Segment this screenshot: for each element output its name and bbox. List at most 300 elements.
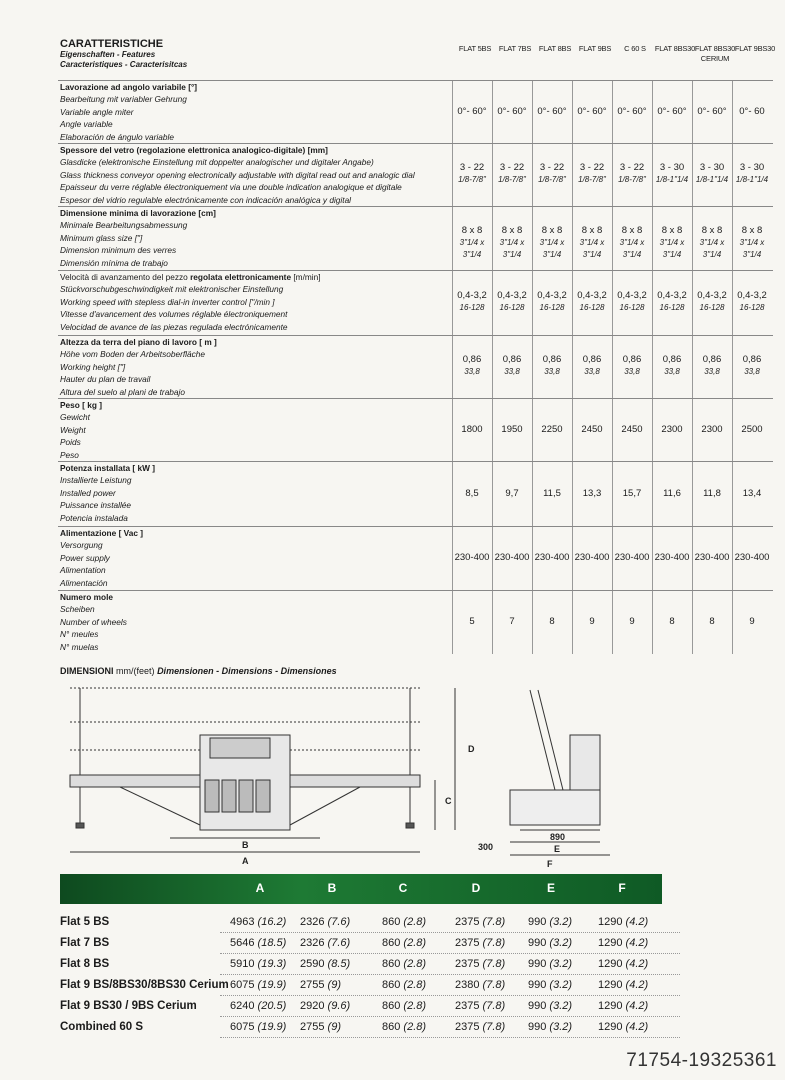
spec-label bbox=[60, 207, 216, 269]
spec-value-main: 8 x 8 bbox=[581, 225, 603, 236]
dim-cell bbox=[300, 937, 350, 949]
spec-row bbox=[58, 80, 773, 144]
dim-column-header: F bbox=[618, 881, 626, 895]
spec-value bbox=[652, 106, 692, 118]
dim-feet: (7.8) bbox=[482, 1000, 506, 1012]
model-header: FLAT 8BS30 bbox=[654, 44, 696, 53]
dim-feet: (4.2) bbox=[625, 1000, 649, 1012]
dim-feet: (3.2) bbox=[549, 958, 573, 970]
spec-value bbox=[732, 424, 772, 436]
spec-value-imperial: 16-128 bbox=[539, 302, 565, 312]
spec-value bbox=[652, 225, 692, 261]
dim-feet: (7.6) bbox=[327, 937, 351, 949]
model-header: FLAT 8BS bbox=[538, 44, 572, 53]
dim-model-name: Flat 7 BS bbox=[60, 937, 110, 949]
dim-mm: 6240 bbox=[230, 1000, 255, 1012]
spec-value-imperial: 16-128 bbox=[499, 302, 525, 312]
dim-mm: 860 bbox=[382, 916, 401, 928]
spec-value-main: 0°- 60° bbox=[457, 105, 487, 117]
spec-value bbox=[732, 290, 772, 314]
spec-title: CARATTERISTICHE bbox=[60, 38, 164, 50]
spec-header bbox=[60, 38, 460, 70]
spec-value bbox=[612, 162, 652, 186]
dim-label-f: F bbox=[547, 859, 553, 869]
spec-value bbox=[612, 354, 652, 378]
spec-value-main: 8 bbox=[709, 615, 715, 627]
dim-mm: 2375 bbox=[455, 1021, 480, 1033]
dimensions-title bbox=[60, 666, 337, 676]
spec-translation: Dimension minimum des verres bbox=[60, 245, 177, 256]
spec-value-imperial: 33,8 bbox=[504, 366, 520, 376]
spec-translation: Minimale Bearbeitungsabmessung bbox=[60, 220, 188, 231]
dim-feet: (4.2) bbox=[625, 958, 649, 970]
spec-title: Lavorazione ad angolo variabile bbox=[60, 82, 186, 92]
dim-cell bbox=[598, 1021, 648, 1033]
spec-translation: Minimum glass size ["] bbox=[60, 232, 143, 243]
spec-value bbox=[572, 162, 612, 186]
spec-unit: regolata elettronicamente bbox=[190, 272, 292, 282]
spec-value-main: 8 bbox=[669, 615, 675, 627]
dim-mm: 4963 bbox=[230, 916, 255, 928]
spec-value-main: 3 - 22 bbox=[579, 161, 605, 173]
spec-value bbox=[652, 552, 692, 564]
dim-table-row bbox=[60, 955, 680, 975]
spec-label bbox=[60, 144, 415, 206]
spec-translation: Working height ["] bbox=[60, 361, 126, 372]
spec-value bbox=[692, 162, 732, 186]
dim-cell bbox=[455, 1000, 505, 1012]
spec-value-main: 230-400 bbox=[694, 552, 730, 563]
dim-label-b: B bbox=[242, 840, 249, 850]
spec-row bbox=[58, 143, 773, 207]
dim-cell bbox=[230, 958, 286, 970]
spec-value bbox=[492, 106, 532, 118]
spec-value-main: 13,4 bbox=[742, 487, 762, 499]
spec-value bbox=[732, 488, 772, 500]
spec-value-imperial: 16-128 bbox=[579, 302, 605, 312]
spec-value bbox=[492, 424, 532, 436]
dim-column-header: A bbox=[255, 881, 265, 895]
dim-mm: 2375 bbox=[455, 937, 480, 949]
spec-value-imperial: 1/8-7/8" bbox=[538, 174, 566, 184]
dim-cell bbox=[598, 937, 648, 949]
spec-value-imperial: 3"1/4 x 3"1/4 bbox=[619, 238, 645, 259]
dim-feet: (7.6) bbox=[327, 916, 351, 928]
dim-cell bbox=[528, 1000, 572, 1012]
dim-cell bbox=[230, 1000, 286, 1012]
spec-value-main: 0,86 bbox=[702, 353, 722, 365]
spec-value-imperial: 1/8-7/8" bbox=[498, 174, 526, 184]
dim-cell bbox=[598, 979, 648, 991]
dim-mm: 2380 bbox=[455, 979, 480, 991]
spec-translation: Poids bbox=[60, 437, 81, 448]
dim-feet: (8.5) bbox=[327, 958, 351, 970]
dim-mm: 6075 bbox=[230, 979, 255, 991]
spec-value-main: 0°- 60° bbox=[577, 105, 607, 117]
spec-translation: Velocidad de avance de las piezas regulada electrónicamente bbox=[60, 321, 288, 332]
dim-cell bbox=[230, 1021, 286, 1033]
spec-value-imperial: 3"1/4 x 3"1/4 bbox=[699, 238, 725, 259]
spec-value-imperial: 16-128 bbox=[659, 302, 685, 312]
spec-unit: [ Vac ] bbox=[118, 528, 144, 538]
spec-translation: Espesor del vidrio regulable electrónicamente con indicación analógica y digital bbox=[60, 194, 352, 205]
spec-value-main: 8 x 8 bbox=[621, 225, 643, 236]
dim-mm: 2755 bbox=[300, 1021, 325, 1033]
spec-value-main: 0°- 60 bbox=[739, 105, 765, 117]
spec-value bbox=[452, 354, 492, 378]
dim-cell bbox=[300, 1021, 341, 1033]
spec-unit: [ m ] bbox=[199, 337, 217, 347]
dimensions-table-header bbox=[60, 874, 662, 904]
spec-title: Alimentazione bbox=[60, 528, 117, 538]
spec-translation: Gewicht bbox=[60, 412, 90, 423]
spec-translation: N° meules bbox=[60, 629, 99, 640]
spec-translation: Elaboración de ángulo variable bbox=[60, 131, 174, 142]
dim-cell bbox=[382, 1000, 426, 1012]
spec-translation: Power supply bbox=[60, 552, 110, 563]
dim-model-name: Combined 60 S bbox=[60, 1021, 144, 1033]
spec-value-imperial: 1/8-1"1/4 bbox=[655, 174, 689, 184]
spec-title: Peso bbox=[60, 400, 80, 410]
spec-title: Dimensione minima di lavorazione bbox=[60, 208, 197, 218]
spec-value-main: 8 x 8 bbox=[661, 225, 683, 236]
spec-value-imperial: 1/8-1"1/4 bbox=[735, 174, 769, 184]
dim-feet: (7.8) bbox=[482, 979, 506, 991]
spec-value-main: 0,4-3,2 bbox=[617, 289, 647, 301]
dim-feet: (4.2) bbox=[625, 937, 649, 949]
spec-value-main: 9 bbox=[629, 615, 635, 627]
spec-value-main: 11,6 bbox=[663, 487, 681, 499]
dim-feet: (4.2) bbox=[625, 1021, 649, 1033]
spec-translation: Variable angle miter bbox=[60, 106, 134, 117]
spec-value-main: 13,3 bbox=[582, 487, 602, 499]
dim-mm: 990 bbox=[528, 1021, 547, 1033]
dim-label-e: E bbox=[554, 844, 561, 854]
spec-value-main: 8 x 8 bbox=[541, 225, 563, 236]
spec-value bbox=[652, 616, 692, 628]
dim-feet: (7.8) bbox=[482, 1021, 506, 1033]
spec-translation: Altura del suelo al plani de trabajo bbox=[60, 386, 185, 397]
spec-row bbox=[58, 461, 773, 527]
spec-translation: Working speed with stepless dial-in inverter control ["/min ] bbox=[60, 296, 275, 307]
spec-translation: N° muelas bbox=[60, 641, 99, 652]
spec-title: Altezza da terra del piano di lavoro bbox=[60, 337, 197, 347]
spec-unit: [ kg ] bbox=[82, 400, 102, 410]
dim-column-header: C bbox=[398, 881, 408, 895]
spec-value bbox=[492, 290, 532, 314]
spec-translation: Weight bbox=[60, 424, 86, 435]
spec-value bbox=[612, 424, 652, 436]
spec-value-main: 0°- 60° bbox=[657, 105, 687, 117]
spec-value-main: 9,7 bbox=[505, 487, 519, 499]
spec-value-main: 8 x 8 bbox=[701, 225, 723, 236]
dim-feet: (19.9) bbox=[257, 979, 287, 991]
spec-value bbox=[652, 162, 692, 186]
spec-value-main: 11,8 bbox=[703, 487, 721, 499]
dim-mm: 990 bbox=[528, 958, 547, 970]
dim-feet: (3.2) bbox=[549, 1000, 573, 1012]
dim-feet: (3.2) bbox=[549, 937, 573, 949]
dim-mm: 1290 bbox=[598, 1000, 623, 1012]
dim-feet: (7.8) bbox=[482, 958, 506, 970]
dim-mm: 1290 bbox=[598, 958, 623, 970]
spec-value bbox=[492, 616, 532, 628]
dim-mm: 2755 bbox=[300, 979, 325, 991]
spec-title: Numero mole bbox=[60, 592, 114, 602]
spec-value bbox=[732, 162, 772, 186]
dim-table-row bbox=[60, 997, 680, 1017]
dim-mm: 2326 bbox=[300, 916, 325, 928]
dim-mm: 1290 bbox=[598, 979, 623, 991]
dim-mm: 990 bbox=[528, 1000, 547, 1012]
spec-value-main: 0,4-3,2 bbox=[697, 289, 727, 301]
spec-value bbox=[572, 488, 612, 500]
machine-dimension-drawing bbox=[60, 680, 620, 870]
spec-label bbox=[60, 336, 217, 398]
spec-unit: [mm] bbox=[307, 145, 328, 155]
dim-feet: (4.2) bbox=[625, 916, 649, 928]
spec-value bbox=[692, 225, 732, 261]
spec-value bbox=[572, 354, 612, 378]
spec-value-imperial: 1/8-7/8" bbox=[618, 174, 646, 184]
dim-cell bbox=[230, 937, 286, 949]
spec-value-main: 0,4-3,2 bbox=[737, 289, 767, 301]
dim-column-header: D bbox=[471, 881, 481, 895]
dim-mm: 5910 bbox=[230, 958, 255, 970]
spec-value bbox=[492, 552, 532, 564]
spec-row bbox=[58, 398, 773, 462]
spec-value-main: 8 bbox=[549, 615, 555, 627]
spec-value-imperial: 1/8-7/8" bbox=[458, 174, 486, 184]
dim-feet: (2.8) bbox=[403, 958, 427, 970]
spec-value-imperial: 3"1/4 x 3"1/4 bbox=[539, 238, 565, 259]
spec-row bbox=[58, 590, 773, 654]
spec-value bbox=[692, 424, 732, 436]
dim-table-row bbox=[60, 976, 680, 996]
spec-value-main: 230-400 bbox=[574, 552, 610, 563]
spec-title: Potenza installata bbox=[60, 463, 131, 473]
dim-cell bbox=[300, 958, 350, 970]
spec-value bbox=[732, 552, 772, 564]
spec-value bbox=[732, 225, 772, 261]
dim-cell bbox=[598, 1000, 648, 1012]
dim-mm: 860 bbox=[382, 1000, 401, 1012]
dim-label-c: C bbox=[445, 796, 452, 806]
spec-value-main: 230-400 bbox=[454, 552, 490, 563]
spec-value bbox=[532, 290, 572, 314]
spec-value-main: 15,7 bbox=[622, 487, 642, 499]
spec-value-main: 1800 bbox=[461, 423, 483, 435]
model-header: FLAT 5BS bbox=[458, 44, 492, 53]
dim-cell bbox=[230, 916, 286, 928]
spec-label bbox=[60, 271, 321, 333]
dim-feet: (9) bbox=[327, 1021, 341, 1033]
spec-value bbox=[532, 616, 572, 628]
dim-cell bbox=[382, 958, 426, 970]
spec-translation: Potencia instalada bbox=[60, 512, 128, 523]
spec-value-main: 230-400 bbox=[614, 552, 650, 563]
model-header: FLAT 8BS30 CERIUM bbox=[694, 44, 736, 63]
spec-value-main: 2250 bbox=[541, 423, 563, 435]
dim-cell bbox=[300, 916, 350, 928]
spec-translation: Glass thickness conveyor opening electronically adjustable with digital read out and analogic dial bbox=[60, 169, 415, 180]
row-divider bbox=[220, 932, 680, 933]
spec-value bbox=[612, 225, 652, 261]
spec-value bbox=[692, 290, 732, 314]
spec-label bbox=[60, 462, 155, 524]
spec-translation: Stückvorschubgeschwindigkeit mit elektronischer Einstellung bbox=[60, 284, 284, 295]
spec-value bbox=[532, 225, 572, 261]
spec-value-main: 0,86 bbox=[462, 353, 482, 365]
spec-value bbox=[692, 354, 732, 378]
spec-value-main: 8 x 8 bbox=[461, 225, 483, 236]
dimensions-unit: mm/(feet) bbox=[116, 666, 155, 676]
dim-cell bbox=[528, 916, 572, 928]
dim-mm: 990 bbox=[528, 937, 547, 949]
spec-value-main: 11,5 bbox=[543, 487, 561, 499]
spec-unit-2: [m/min] bbox=[293, 272, 321, 282]
spec-translation: Epaisseur du verre réglable électroniquement via une double indication analogique et digitale bbox=[60, 182, 402, 193]
dim-cell bbox=[455, 916, 505, 928]
spec-value bbox=[452, 616, 492, 628]
spec-value bbox=[612, 552, 652, 564]
dim-cell bbox=[528, 937, 572, 949]
spec-unit: [ kW ] bbox=[132, 463, 155, 473]
row-divider bbox=[220, 995, 680, 996]
dim-feet: (7.8) bbox=[482, 916, 506, 928]
spec-value bbox=[692, 488, 732, 500]
spec-value-main: 8 x 8 bbox=[501, 225, 523, 236]
spec-value-imperial: 16-128 bbox=[739, 302, 765, 312]
spec-translation: Glasdicke (elektronische Einstellung mit doppelter analogischer und digitaler Angabe) bbox=[60, 157, 374, 168]
dim-mm: 6075 bbox=[230, 1021, 255, 1033]
spec-value-main: 8,5 bbox=[465, 487, 479, 499]
spec-value bbox=[572, 552, 612, 564]
spec-row bbox=[58, 335, 773, 399]
spec-value bbox=[452, 488, 492, 500]
dim-feet: (2.8) bbox=[403, 1000, 427, 1012]
spec-value bbox=[532, 354, 572, 378]
dim-table-row bbox=[60, 1018, 680, 1038]
spec-value-main: 230-400 bbox=[534, 552, 570, 563]
dim-mm: 860 bbox=[382, 979, 401, 991]
spec-value-imperial: 3"1/4 x 3"1/4 bbox=[579, 238, 605, 259]
dim-feet: (18.5) bbox=[257, 937, 287, 949]
spec-value bbox=[572, 290, 612, 314]
row-divider bbox=[220, 974, 680, 975]
spec-subtitle-2: Caracteristiques - Caracterisitcas bbox=[60, 60, 188, 69]
spec-value-imperial: 3"1/4 x 3"1/4 bbox=[739, 238, 765, 259]
spec-value-main: 0,4-3,2 bbox=[577, 289, 607, 301]
dim-cell bbox=[528, 958, 572, 970]
dim-cell bbox=[455, 1021, 505, 1033]
spec-value bbox=[612, 290, 652, 314]
spec-value-main: 0°- 60° bbox=[497, 105, 527, 117]
spec-value-imperial: 3"1/4 x 3"1/4 bbox=[659, 238, 685, 259]
spec-value-main: 3 - 22 bbox=[459, 161, 485, 173]
spec-value bbox=[652, 290, 692, 314]
spec-value bbox=[572, 106, 612, 118]
dim-column-header: E bbox=[546, 881, 555, 895]
spec-value-main: 0,86 bbox=[542, 353, 562, 365]
spec-unit: [°] bbox=[188, 82, 198, 92]
model-header: C 60 S bbox=[624, 44, 646, 53]
spec-value-main: 3 - 30 bbox=[659, 161, 685, 173]
spec-value-main: 3 - 22 bbox=[539, 161, 565, 173]
dim-model-name: Flat 8 BS bbox=[60, 958, 110, 970]
spec-value-imperial: 33,8 bbox=[584, 366, 600, 376]
spec-value-main: 0°- 60° bbox=[537, 105, 567, 117]
dim-cell bbox=[382, 937, 426, 949]
spec-value-main: 2300 bbox=[701, 423, 723, 435]
dim-feet: (3.2) bbox=[549, 979, 573, 991]
spec-value bbox=[652, 488, 692, 500]
spec-value bbox=[572, 225, 612, 261]
dim-mm: 1290 bbox=[598, 1021, 623, 1033]
spec-value bbox=[572, 424, 612, 436]
dim-feet: (20.5) bbox=[257, 1000, 287, 1012]
dim-mm: 2920 bbox=[300, 1000, 325, 1012]
model-header: FLAT 9BS bbox=[578, 44, 612, 53]
spec-value-main: 230-400 bbox=[494, 552, 530, 563]
spec-value bbox=[532, 488, 572, 500]
dim-label-300: 300 bbox=[478, 842, 494, 852]
spec-translation: Alimentación bbox=[60, 577, 108, 588]
spec-value bbox=[532, 106, 572, 118]
spec-value bbox=[572, 616, 612, 628]
spec-translation: Installed power bbox=[60, 487, 116, 498]
spec-row bbox=[58, 270, 773, 336]
spec-value bbox=[452, 552, 492, 564]
spec-translation: Peso bbox=[60, 449, 79, 460]
spec-value bbox=[452, 162, 492, 186]
spec-value-main: 2500 bbox=[741, 423, 763, 435]
dim-feet: (4.2) bbox=[625, 979, 649, 991]
dim-model-name: Flat 5 BS bbox=[60, 916, 110, 928]
dim-mm: 2326 bbox=[300, 937, 325, 949]
spec-value bbox=[532, 162, 572, 186]
spec-value-imperial: 16-128 bbox=[699, 302, 725, 312]
dim-cell bbox=[382, 916, 426, 928]
spec-translation: Dimensión mínima de trabajo bbox=[60, 257, 168, 268]
dimensions-subtitle: Dimensionen - Dimensions - Dimensiones bbox=[157, 666, 337, 676]
spec-value bbox=[652, 354, 692, 378]
row-divider bbox=[220, 1016, 680, 1017]
spec-value-imperial: 3"1/4 x 3"1/4 bbox=[499, 238, 525, 259]
spec-value-main: 3 - 22 bbox=[619, 161, 645, 173]
spec-value bbox=[492, 354, 532, 378]
dim-feet: (2.8) bbox=[403, 1021, 427, 1033]
spec-translation: Scheiben bbox=[60, 604, 95, 615]
spec-value bbox=[452, 290, 492, 314]
spec-value-main: 0,86 bbox=[622, 353, 642, 365]
dim-feet: (2.8) bbox=[403, 979, 427, 991]
dim-column-header: B bbox=[327, 881, 337, 895]
dim-cell bbox=[598, 916, 648, 928]
spec-value bbox=[532, 424, 572, 436]
dim-cell bbox=[455, 979, 505, 991]
spec-value-imperial: 33,8 bbox=[624, 366, 640, 376]
spec-value-main: 0°- 60° bbox=[617, 105, 647, 117]
spec-value-main: 5 bbox=[469, 615, 475, 627]
spec-title: Velocità di avanzamento del pezzo bbox=[60, 272, 188, 282]
spec-value-main: 8 x 8 bbox=[741, 225, 763, 236]
spec-value-main: 0,86 bbox=[662, 353, 682, 365]
dim-feet: (9) bbox=[327, 979, 341, 991]
spec-label bbox=[60, 591, 127, 653]
spec-subtitle-1: Eigenschaften - Features bbox=[60, 50, 156, 59]
dim-feet: (7.8) bbox=[482, 937, 506, 949]
